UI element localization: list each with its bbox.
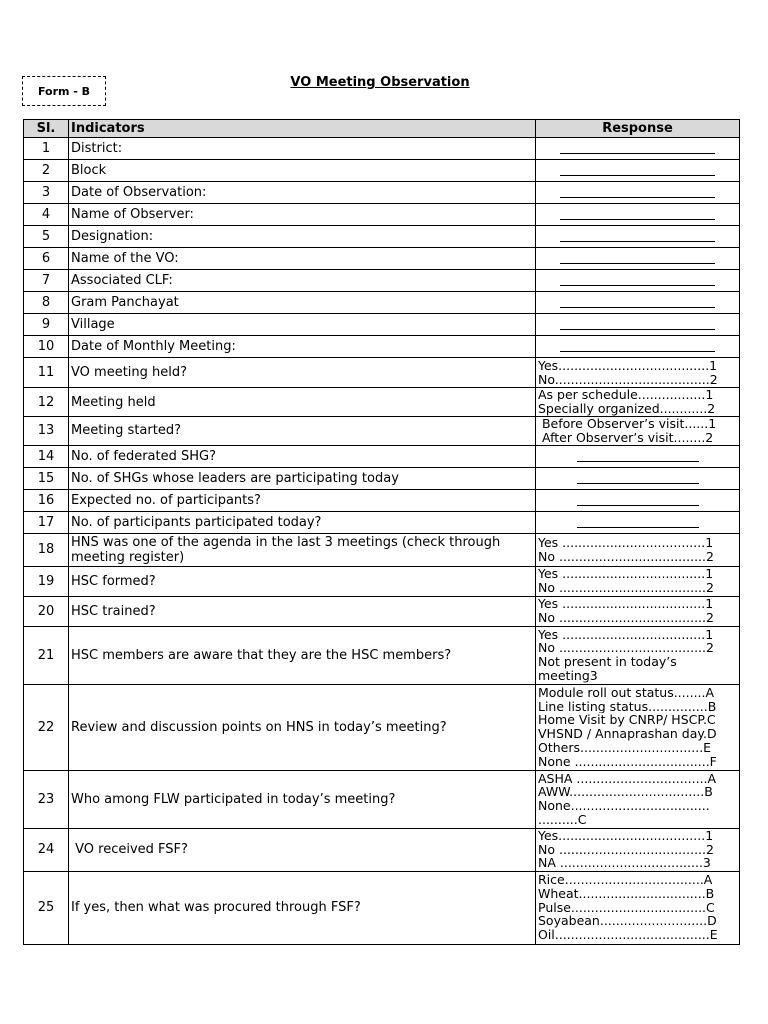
row-response[interactable]: [536, 182, 740, 204]
row-indicator: Meeting held: [69, 388, 536, 417]
form-label: Form - B: [37, 84, 91, 98]
table-row: [24, 770, 740, 828]
response-blank-line[interactable]: [560, 209, 715, 220]
table-row: [24, 511, 740, 533]
response-option: Specially organized............2: [538, 402, 716, 416]
row-serial-number: 24: [24, 828, 69, 871]
row-indicator: If yes, then what was procured through FSF?: [69, 871, 536, 944]
row-indicator: District:: [69, 138, 536, 160]
response-option: No .....................................2: [538, 611, 714, 625]
form-label-box: [22, 76, 106, 106]
response-option: ASHA .................................A: [538, 771, 717, 786]
row-serial-number: 2: [24, 160, 69, 182]
table-row: [24, 533, 740, 566]
row-serial-number: 19: [24, 566, 69, 596]
response-option: As per schedule.................1: [538, 388, 714, 402]
row-serial-number: 14: [24, 445, 69, 467]
response-option: Home Visit by CNRP/ HSCP.C: [538, 713, 716, 728]
row-response[interactable]: [536, 489, 740, 511]
row-indicator: No. of SHGs whose leaders are participating today: [69, 467, 536, 489]
table-row: [24, 358, 740, 388]
response-option: Wheat................................B: [538, 886, 715, 901]
row-serial-number: 13: [24, 417, 69, 446]
row-indicator: Date of Observation:: [69, 182, 536, 204]
row-indicator: Associated CLF:: [69, 270, 536, 292]
row-response: [536, 358, 740, 388]
response-option: After Observer’s visit........2: [538, 430, 714, 445]
row-serial-number: 23: [24, 770, 69, 828]
row-response[interactable]: [536, 138, 740, 160]
row-response[interactable]: [536, 226, 740, 248]
row-response[interactable]: [536, 292, 740, 314]
table-row: [24, 336, 740, 358]
row-serial-number: 1: [24, 138, 69, 160]
response-blank-line[interactable]: [560, 187, 715, 198]
table-row: [24, 828, 740, 871]
table-row: [24, 138, 740, 160]
row-serial-number: 6: [24, 248, 69, 270]
table-header-row: [24, 120, 740, 138]
table-row: [24, 445, 740, 467]
row-serial-number: 10: [24, 336, 69, 358]
response-option: Oil.......................................E: [538, 928, 718, 943]
table-body: [24, 138, 740, 945]
row-response[interactable]: [536, 336, 740, 358]
table-row: [24, 417, 740, 446]
response-option: No .....................................2: [538, 581, 714, 595]
response-option: Module roll out status........A: [538, 685, 715, 700]
row-serial-number: 21: [24, 626, 69, 684]
response-option: Yes.....................................1: [538, 828, 714, 843]
row-indicator: HSC members are aware that they are the HSC members?: [69, 626, 536, 684]
row-serial-number: 20: [24, 596, 69, 626]
response-option: NA ....................................3: [538, 856, 711, 871]
row-serial-number: 9: [24, 314, 69, 336]
row-serial-number: 11: [24, 358, 69, 388]
table-row: [24, 684, 740, 770]
row-indicator: Name of the VO:: [69, 248, 536, 270]
response-option: Yes ....................................1: [538, 627, 714, 642]
response-option: ..........C: [538, 812, 587, 827]
header-response: Response: [536, 120, 740, 138]
row-indicator: Designation:: [69, 226, 536, 248]
response-option: VHSND / Annaprashan day.D: [538, 727, 717, 741]
response-option: None...................................: [538, 799, 710, 813]
row-indicator: No. of participants participated today?: [69, 511, 536, 533]
table-row: [24, 226, 740, 248]
response-blank-line[interactable]: [560, 341, 715, 352]
table-row: [24, 182, 740, 204]
row-indicator: Village: [69, 314, 536, 336]
response-option: Yes......................................1: [538, 358, 718, 373]
response-option: Soyabean...........................D: [538, 914, 717, 929]
table-row: [24, 467, 740, 489]
table-row: [24, 388, 740, 417]
row-indicator: No. of federated SHG?: [69, 445, 536, 467]
row-serial-number: 18: [24, 533, 69, 566]
row-serial-number: 7: [24, 270, 69, 292]
response-blank-line[interactable]: [560, 143, 715, 154]
response-blank-line[interactable]: [560, 253, 715, 264]
table-row: [24, 871, 740, 944]
row-response: [536, 566, 740, 596]
table-row: [24, 160, 740, 182]
row-response[interactable]: [536, 511, 740, 533]
row-indicator: Gram Panchayat: [69, 292, 536, 314]
response-option: Pulse..................................C: [538, 900, 715, 915]
row-indicator: HSC formed?: [69, 566, 536, 596]
row-response: [536, 684, 740, 770]
response-option: No .....................................2: [538, 549, 714, 564]
row-response[interactable]: [536, 160, 740, 182]
response-option: No .....................................2: [538, 641, 714, 656]
row-indicator: Who among FLW participated in today’s meeting?: [69, 770, 536, 828]
row-serial-number: 8: [24, 292, 69, 314]
row-response: [536, 626, 740, 684]
row-serial-number: 3: [24, 182, 69, 204]
row-response[interactable]: [536, 204, 740, 226]
row-serial-number: 22: [24, 684, 69, 770]
table-row: [24, 270, 740, 292]
row-serial-number: 5: [24, 226, 69, 248]
response-blank-line[interactable]: [577, 517, 699, 528]
table-row: [24, 489, 740, 511]
response-option: Rice...................................A: [538, 873, 713, 887]
table-row: [24, 204, 740, 226]
row-indicator: Expected no. of participants?: [69, 489, 536, 511]
response-option: Yes ....................................1: [538, 567, 714, 582]
row-serial-number: 25: [24, 871, 69, 944]
row-response: [536, 388, 740, 417]
row-serial-number: 17: [24, 511, 69, 533]
row-serial-number: 15: [24, 467, 69, 489]
row-indicator: Meeting started?: [69, 417, 536, 446]
row-indicator: Block: [69, 160, 536, 182]
table-row: [24, 292, 740, 314]
row-response: [536, 596, 740, 626]
response-blank-line[interactable]: [560, 231, 715, 242]
response-blank-line[interactable]: [560, 319, 715, 330]
row-response[interactable]: [536, 248, 740, 270]
response-option: No .....................................2: [538, 842, 714, 857]
response-option: Yes ....................................1: [538, 597, 714, 612]
response-option: Before Observer’s visit......1: [538, 417, 717, 431]
row-response[interactable]: [536, 270, 740, 292]
table-row: [24, 596, 740, 626]
response-option: Line listing status...............B: [538, 699, 717, 714]
response-blank-line[interactable]: [577, 451, 699, 462]
page-title: VO Meeting Observation: [290, 75, 470, 90]
header-indicators: Indicators: [69, 120, 536, 138]
response-blank-line[interactable]: [577, 495, 699, 506]
row-indicator: HNS was one of the agenda in the last 3 meetings (check through meeting register): [69, 533, 536, 566]
row-indicator: HSC trained?: [69, 596, 536, 626]
header-sl: Sl.: [24, 120, 69, 138]
response-option: AWW..................................B: [538, 785, 713, 800]
response-option: None ..................................F: [538, 754, 717, 769]
table-row: [24, 314, 740, 336]
row-response[interactable]: [536, 314, 740, 336]
row-indicator: VO received FSF?: [69, 828, 536, 871]
row-response: [536, 871, 740, 944]
row-response[interactable]: [536, 467, 740, 489]
row-response: [536, 417, 740, 446]
row-serial-number: 16: [24, 489, 69, 511]
response-blank-line[interactable]: [577, 473, 699, 484]
row-response: [536, 533, 740, 566]
response-blank-line[interactable]: [560, 275, 715, 286]
response-option: meeting3: [538, 668, 598, 683]
row-response[interactable]: [536, 445, 740, 467]
row-indicator: Review and discussion points on HNS in today’s meeting?: [69, 684, 536, 770]
table-row: [24, 626, 740, 684]
response-option: Not present in today’s: [538, 655, 677, 669]
table-row: [24, 248, 740, 270]
table-row: [24, 566, 740, 596]
observation-table: [23, 119, 740, 945]
row-indicator: Name of Observer:: [69, 204, 536, 226]
row-indicator: Date of Monthly Meeting:: [69, 336, 536, 358]
response-option: No.......................................2: [538, 372, 718, 387]
row-indicator: VO meeting held?: [69, 358, 536, 388]
response-blank-line[interactable]: [560, 297, 715, 308]
response-blank-line[interactable]: [560, 165, 715, 176]
row-response: [536, 770, 740, 828]
row-serial-number: 12: [24, 388, 69, 417]
response-option: Yes ....................................1: [538, 535, 714, 550]
row-response: [536, 828, 740, 871]
row-serial-number: 4: [24, 204, 69, 226]
response-option: Others...............................E: [538, 740, 712, 755]
